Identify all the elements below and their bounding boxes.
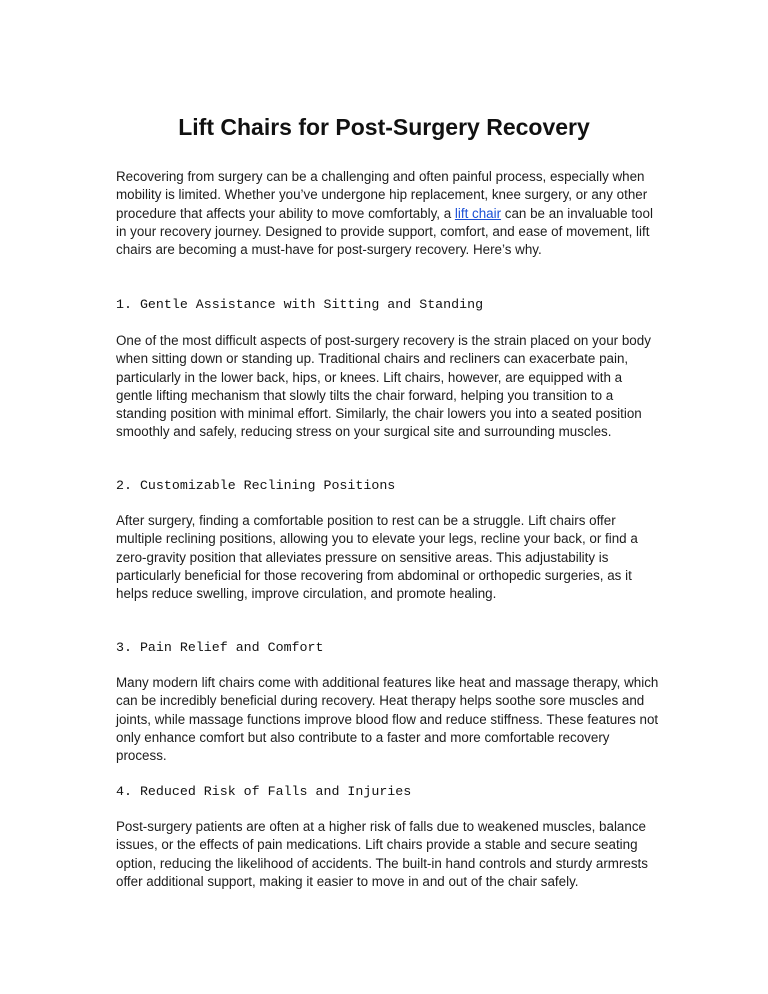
section-heading-1: 1. Gentle Assistance with Sitting and Standing: [116, 297, 484, 312]
section-body-1: One of the most difficult aspects of post-surgery recovery is the strain placed on your body when sitting down or standing up. Traditional chairs and recliners can exacerbate pain, particularly in the lower back, hips, or knees. Lift chairs, however, are equipped with a gentle lifting mechanism that slowly tilts the chair forward, helping you transition to a standing position with minimal effort. Similarly, the chair lowers you into a seated position smoothly and safely, reducing stress on your surgical site and surrounding muscles.: [116, 333, 651, 440]
intro-paragraph: [116, 168, 660, 259]
page-title: Lift Chairs for Post-Surgery Recovery: [178, 114, 590, 140]
section-body-3: Many modern lift chairs come with additional features like heat and massage therapy, which can be incredibly beneficial during recovery. Heat therapy helps soothe sore muscles and joints, while massage functions improve blood flow and reduce stiffness. These features not only enhance comfort but also contribute to a faster and more comfortable recovery process.: [116, 675, 659, 764]
section-body-2: After surgery, finding a comfortable position to rest can be a struggle. Lift chairs offer multiple reclining positions, allowing you to elevate your legs, recline your back, or find a zero-gravity position that alleviates pressure on sensitive areas. This adjustability is particularly beneficial for those recovering from abdominal or orthopedic surgeries, as it helps reduce swelling, improve circulation, and promote healing.: [116, 513, 638, 602]
section-heading-4: 4. Reduced Risk of Falls and Injuries: [116, 784, 412, 799]
intro-text-after-link: can be an invaluable tool in your recovery journey. Designed to provide support, comfort, and ease of movement, lift chairs are becoming a must-have for post-surgery recovery. Here’s why.: [116, 205, 653, 258]
lift-chair-link[interactable]: lift chair: [454, 205, 502, 221]
intro-text-before-link: Recovering from surgery can be a challenging and often painful process, especially when mobility is limited. Whether you’ve undergone hip replacement, knee surgery, or any other procedure that affects your ability to move comfortably, a: [116, 169, 648, 221]
section-heading-2: 2. Customizable Reclining Positions: [116, 478, 396, 493]
section-heading-3: 3. Pain Relief and Comfort: [116, 640, 324, 655]
section-body-4: Post-surgery patients are often at a higher risk of falls due to weakened muscles, balance issues, or the effects of pain medications. Lift chairs provide a stable and secure seating option, reducing the likelihood of accidents. The built-in hand controls and sturdy armrests offer additional support, making it easier to move in and out of the chair safely.: [116, 819, 648, 889]
